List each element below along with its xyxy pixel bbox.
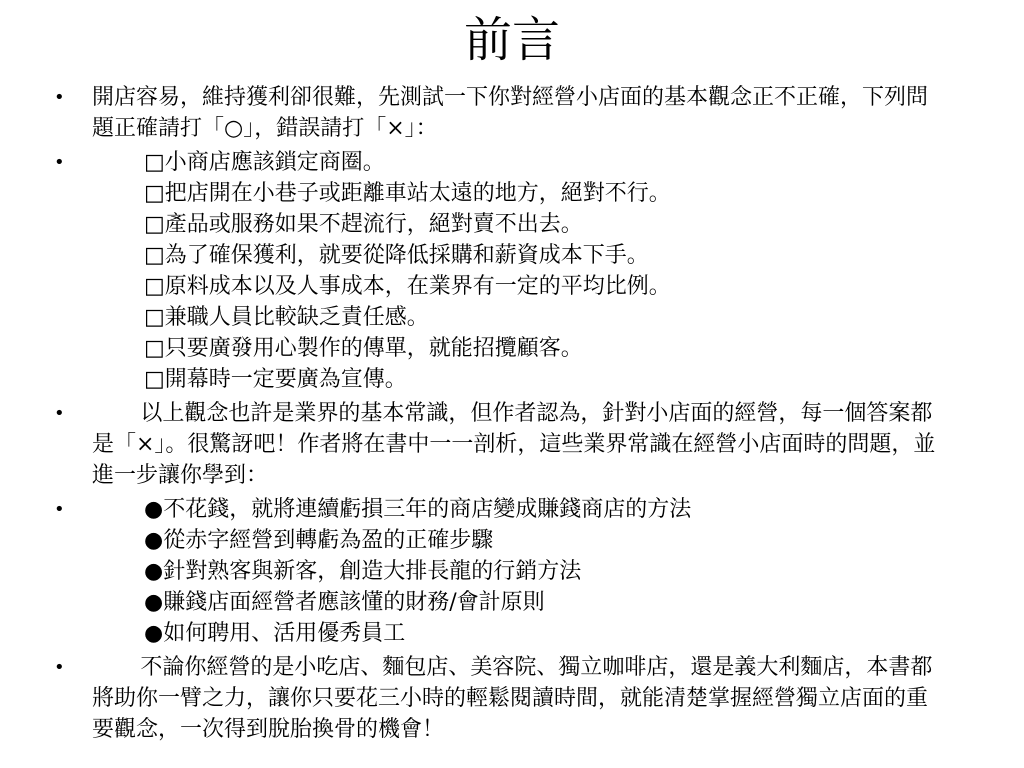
explanation-text: 以上觀念也許是業界的基本常識，但作者認為，針對小店面的經營，每一個答案都是「×」。很驚訝吧！作者將在書中一一剖析，這些業界常識在經營小店面時的問題，並進一步讓你學到： — [92, 401, 936, 488]
learn-item-list — [92, 494, 944, 649]
bullet-dot-icon: • — [54, 499, 65, 520]
quiz-item: □兼職人員比較缺乏責任感。 — [144, 305, 429, 330]
bullet-dot-icon: • — [54, 152, 65, 173]
quiz-item: □小商店應該鎖定商圈。 — [144, 150, 385, 175]
bullet-learn-items — [54, 494, 944, 649]
quiz-item: □把店開在小巷子或距離車站太遠的地方，絕對不行。 — [144, 181, 671, 206]
learn-item: ●針對熟客與新客，創造大排長龍的行銷方法 — [144, 559, 582, 584]
intro-text: 開店容易，維持獲利卻很難，先測試一下你對經營小店面的基本觀念正不正確，下列問題正確請打「○」，錯誤請打「×」： — [92, 85, 929, 141]
closing-text: 不論你經營的是小吃店、麵包店、美容院、獨立咖啡店，還是義大利麵店，本書都將助你一臂之力，讓你只要花三小時的輕鬆閱讀時間，就能清楚掌握經營獨立店面的重要觀念，一次得到脫胎換骨的機會！ — [92, 655, 933, 742]
quiz-item: □開幕時一定要廣為宣傳。 — [144, 367, 407, 392]
learn-item: ●從赤字經營到轉虧為盈的正確步驟 — [144, 528, 494, 553]
quiz-item-list — [92, 147, 944, 395]
bullet-dot-icon: • — [54, 403, 65, 424]
bullet-closing — [54, 652, 944, 745]
learn-item: ●賺錢店面經營者應該懂的財務/會計原則 — [144, 590, 545, 615]
bullet-dot-icon: • — [54, 87, 65, 108]
bullet-list — [54, 82, 944, 748]
learn-item: ●如何聘用、活用優秀員工 — [144, 621, 406, 646]
learn-item: ●不花錢，就將連續虧損三年的商店變成賺錢商店的方法 — [144, 497, 692, 522]
quiz-item: □只要廣發用心製作的傳單，就能招攬顧客。 — [144, 336, 583, 361]
bullet-quiz-items — [54, 147, 944, 395]
quiz-item: □產品或服務如果不趕流行，絕對賣不出去。 — [144, 212, 583, 237]
quiz-item: □為了確保獲利，就要從降低採購和薪資成本下手。 — [144, 243, 649, 268]
bullet-intro — [54, 82, 944, 144]
bullet-explanation — [54, 398, 944, 491]
quiz-item: □原料成本以及人事成本，在業界有一定的平均比例。 — [144, 274, 671, 299]
bullet-dot-icon: • — [54, 657, 65, 678]
slide-title: 前言 — [463, 12, 560, 68]
